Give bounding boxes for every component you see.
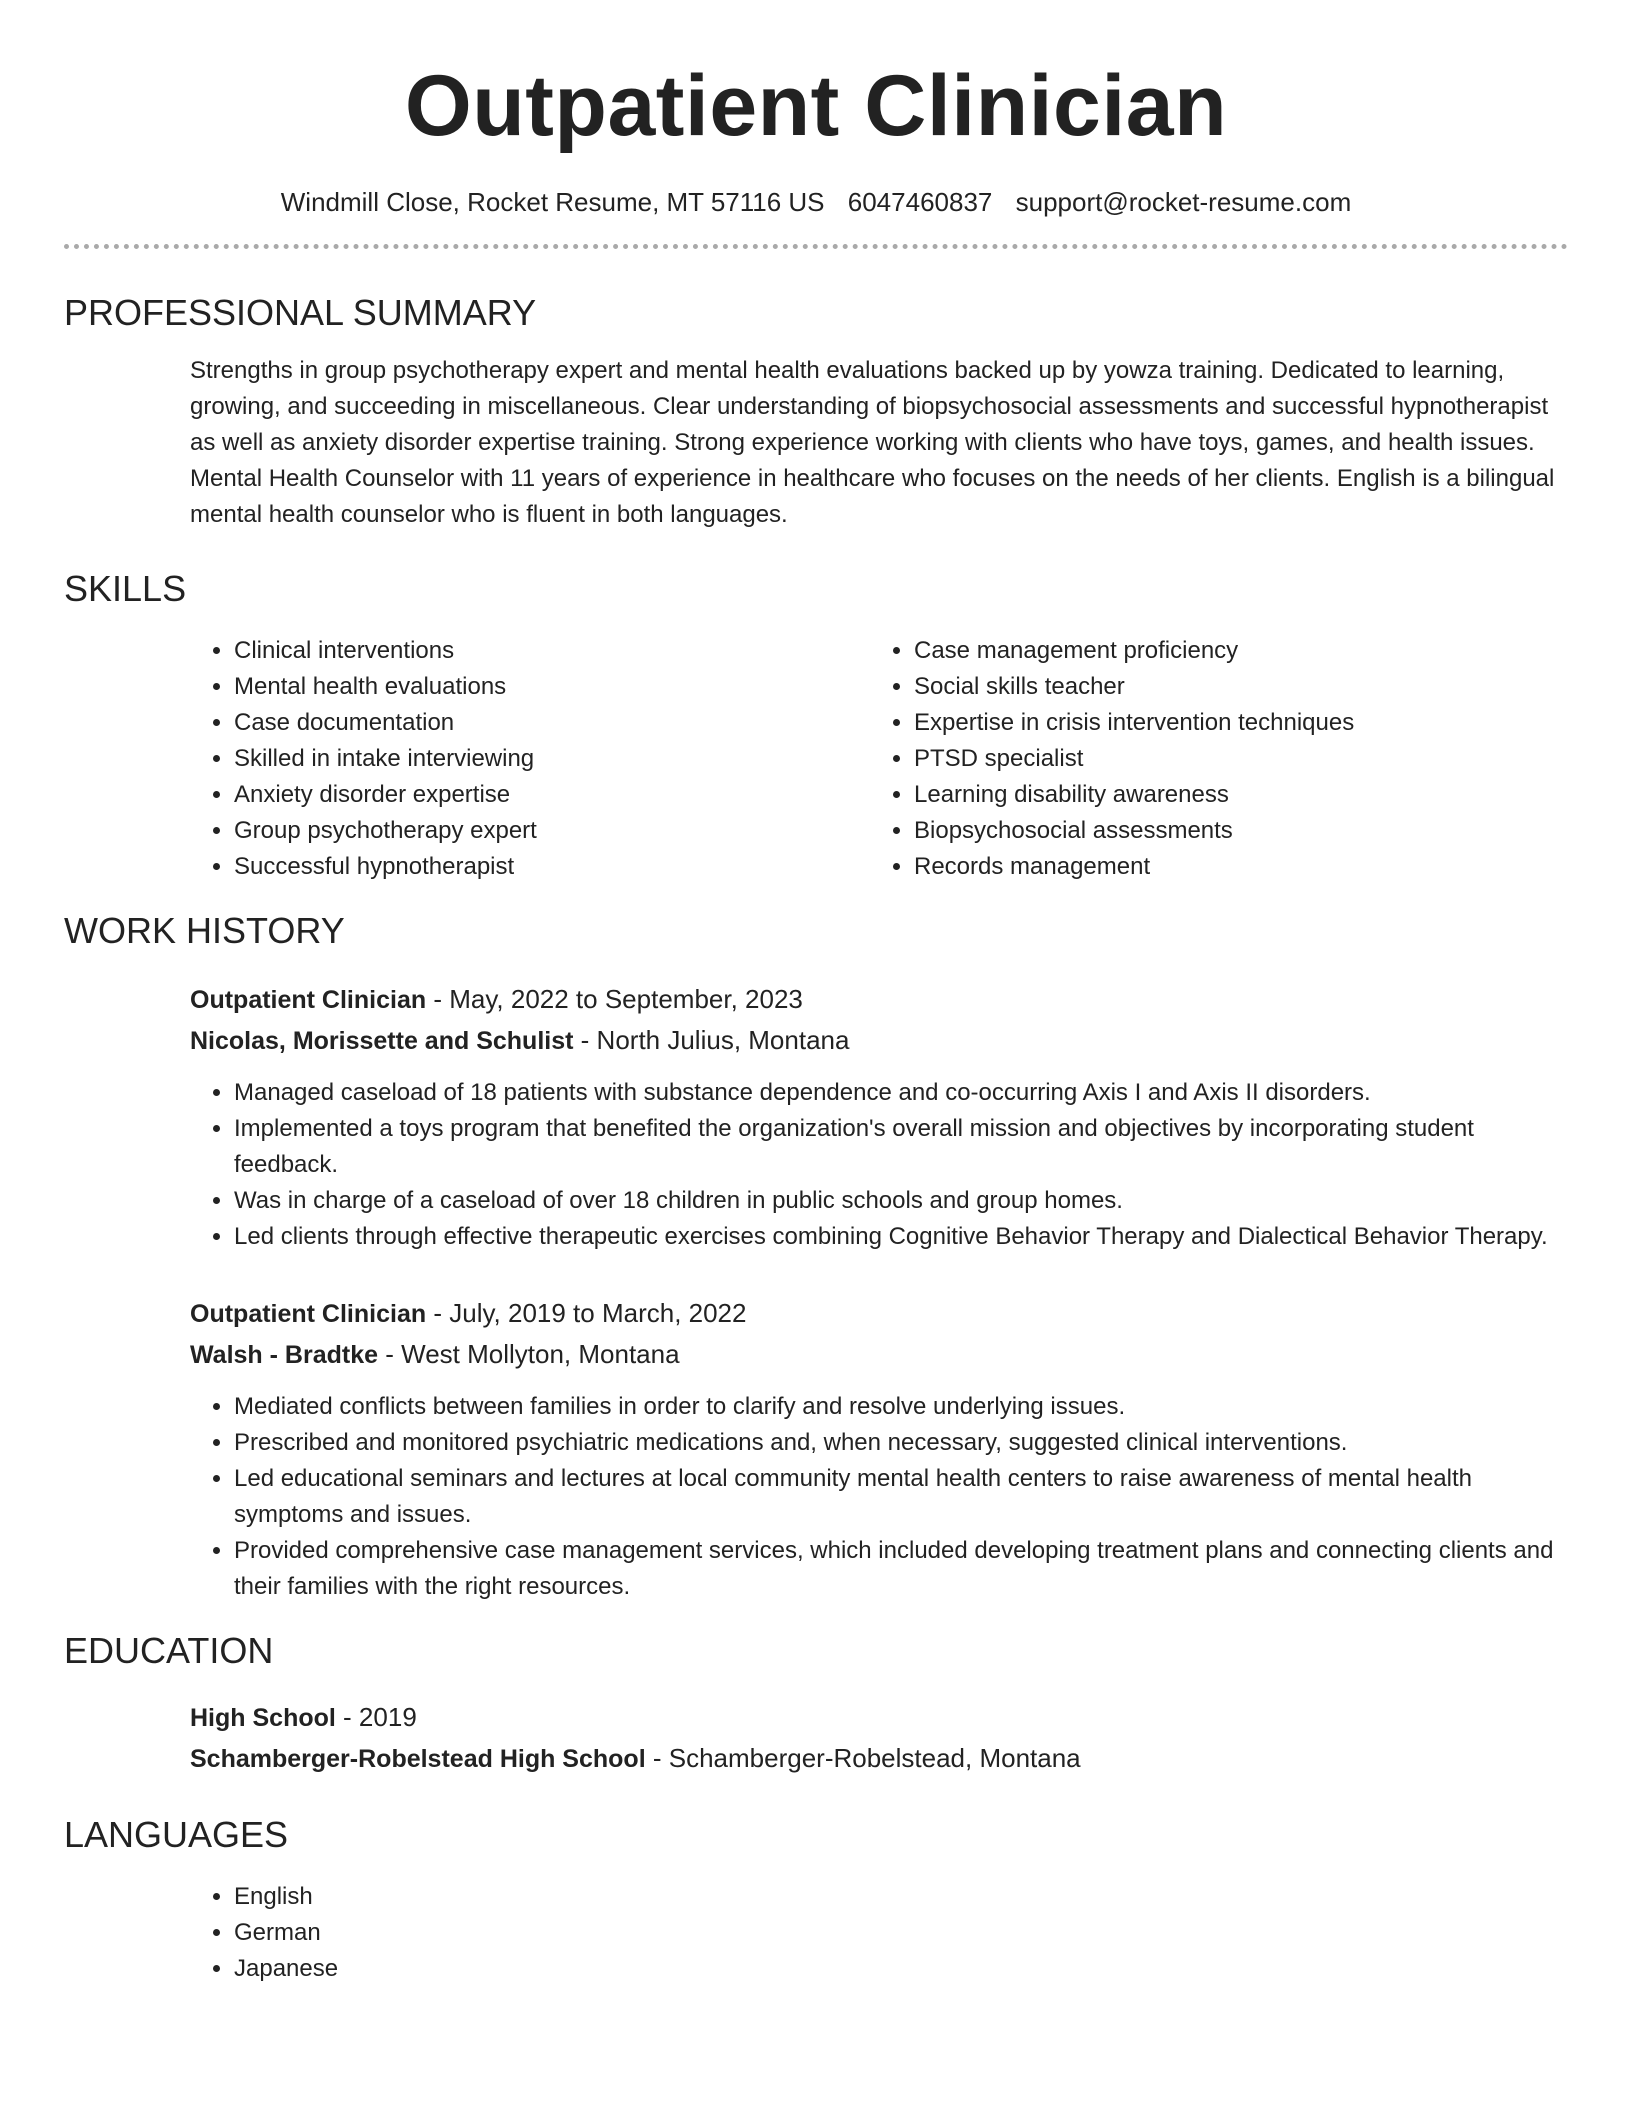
job-bullet: • Provided comprehensive case management services, which included developing treatment plans and connecting clients and their families with the right resources.	[234, 1533, 1568, 1605]
job-responsibilities	[190, 1075, 1568, 1255]
education-entry	[64, 1697, 1568, 1779]
skill-item: • PTSD specialist	[914, 741, 1550, 777]
skill-item: • Records management	[914, 849, 1550, 885]
job-company: Nicolas, Morissette and Schulist	[190, 1027, 574, 1055]
job-bullet: • Implemented a toys program that benefited the organization's overall mission and objectives by incorporating student feedback.	[234, 1111, 1568, 1183]
skill-item: • Social skills teacher	[914, 669, 1550, 705]
skill-item: • Case documentation	[234, 705, 870, 741]
job-bullet: • Prescribed and monitored psychiatric medications and, when necessary, suggested clinical interventions.	[234, 1425, 1568, 1461]
summary-heading: PROFESSIONAL SUMMARY	[64, 292, 537, 333]
job-company-line	[190, 1334, 1568, 1375]
job-location: - West Mollyton, Montana	[378, 1339, 680, 1369]
languages-section	[64, 1813, 1568, 1987]
job-bullet: • Led educational seminars and lectures at local community mental health centers to raise awareness of mental health symptoms and issues.	[234, 1461, 1568, 1533]
education-section	[64, 1629, 1568, 1779]
skill-item: • Learning disability awareness	[914, 777, 1550, 813]
job-dates: - May, 2022 to September, 2023	[426, 984, 803, 1014]
contact-email: support@rocket-resume.com	[1015, 187, 1352, 217]
job-role: Outpatient Clinician	[190, 986, 427, 1014]
education-heading: EDUCATION	[64, 1630, 274, 1671]
summary-section	[64, 291, 1568, 533]
language-item: • German	[234, 1915, 1568, 1951]
skills-grid	[64, 633, 1568, 885]
header-divider	[64, 244, 1568, 249]
education-degree: High School	[190, 1704, 336, 1732]
job-entry	[64, 979, 1568, 1255]
skill-item: • Clinical interventions	[234, 633, 870, 669]
work-history-heading: WORK HISTORY	[64, 910, 345, 951]
contact-info	[64, 184, 1568, 220]
job-title-line	[190, 979, 1568, 1020]
job-location: - North Julius, Montana	[573, 1025, 850, 1055]
work-history-section	[64, 909, 1568, 1605]
skill-item: • Expertise in crisis intervention techniques	[914, 705, 1550, 741]
language-item: • Japanese	[234, 1951, 1568, 1987]
job-bullet: • Led clients through effective therapeutic exercises combining Cognitive Behavior Therapy and Dialectical Behavior Therapy.	[234, 1219, 1568, 1255]
candidate-name: Outpatient Clinician	[404, 58, 1228, 154]
job-bullet: • Was in charge of a caseload of over 18 children in public schools and group homes.	[234, 1183, 1568, 1219]
job-bullet: • Mediated conflicts between families in order to clarify and resolve underlying issues.	[234, 1389, 1568, 1425]
job-role: Outpatient Clinician	[190, 1300, 427, 1328]
skill-item: • Anxiety disorder expertise	[234, 777, 870, 813]
skill-item: • Mental health evaluations	[234, 669, 870, 705]
skills-heading: SKILLS	[64, 568, 187, 609]
skill-item: • Case management proficiency	[914, 633, 1550, 669]
skill-item: • Successful hypnotherapist	[234, 849, 870, 885]
education-degree-line	[190, 1697, 1568, 1738]
contact-phone: 6047460837	[847, 187, 993, 217]
job-company: Walsh - Bradtke	[190, 1341, 379, 1369]
education-school: Schamberger-Robelstead High School	[190, 1745, 646, 1773]
skill-item: • Biopsychosocial assessments	[914, 813, 1550, 849]
job-title-line	[190, 1293, 1568, 1334]
education-year: - 2019	[335, 1702, 417, 1732]
skills-column-right	[870, 633, 1550, 885]
job-company-line	[190, 1020, 1568, 1061]
skills-section	[64, 567, 1568, 885]
job-dates: - July, 2019 to March, 2022	[426, 1298, 747, 1328]
languages-list	[64, 1879, 1568, 1987]
job-entry	[64, 1293, 1568, 1605]
job-bullet: • Managed caseload of 18 patients with substance dependence and co-occurring Axis I and Axis II disorders.	[234, 1075, 1568, 1111]
language-item: • English	[234, 1879, 1568, 1915]
skill-item: • Group psychotherapy expert	[234, 813, 870, 849]
summary-text: Strengths in group psychotherapy expert and mental health evaluations backed up by yowza training. Dedicated to learning, growing, and succeeding in miscellaneous. Clear understanding of biopsychosocial assessments and successful hypnotherapist as well as anxiety disorder expertise training. Strong experience working with clients who have toys, games, and health issues. Mental Health Counselor with 11 years of experience in healthcare who focuses on the needs of her clients. English is a bilingual mental health counselor who is fluent in both languages.	[190, 357, 1555, 528]
education-school-line	[190, 1738, 1568, 1779]
contact-address: Windmill Close, Rocket Resume, MT 57116 US	[280, 187, 825, 217]
skills-column-left	[190, 633, 870, 885]
skill-item: • Skilled in intake interviewing	[234, 741, 870, 777]
education-location: - Schamberger-Robelstead, Montana	[645, 1743, 1081, 1773]
languages-heading: LANGUAGES	[64, 1814, 289, 1855]
job-responsibilities	[190, 1389, 1568, 1605]
